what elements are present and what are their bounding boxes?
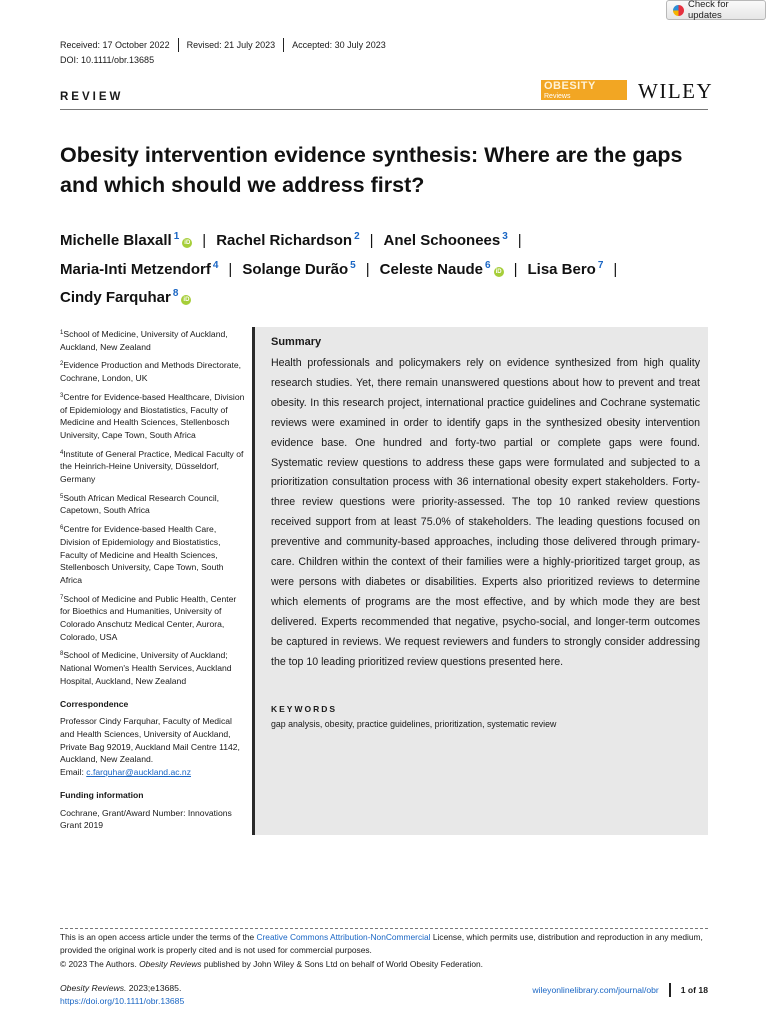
author-separator: | [369,232,374,249]
affiliations-column [60,327,246,837]
publisher-logo: WILEY [638,79,714,103]
affiliation-text: School of Medicine, University of Auckland, Auckland, New Zealand [60,329,228,352]
author-name: Lisa Bero [527,260,596,278]
funding-text: Cochrane, Grant/Award Number: Innovations Grant 2019 [60,807,232,831]
affiliation [60,390,246,442]
affiliation [60,648,246,687]
correspondence-text: Professor Cindy Farquhar, Faculty of Medical and Health Sciences, University of Auckland, Private Bag 92019, Auckland Mail Centre 1142, Auckland, New Zealand. [60,716,240,765]
author[interactable] [60,232,192,249]
affiliation-number: 4 [60,449,64,456]
received-date: Received: 17 October 2022 [60,40,170,50]
author-name: Solange Durão [242,260,349,278]
author[interactable] [60,289,191,306]
license-notice [60,931,710,971]
affiliation-text: Centre for Evidence-based Health Care, Division of Epidemiology and Biostatistics, Faculty of Medicine and Health Sciences, Stellenbosch University, Cape Town, South Africa [60,524,224,585]
author[interactable] [60,261,218,278]
affiliation-text: Institute of General Practice, Medical Faculty of the Heinrich-Heine University, Düsseldorf, Germany [60,448,244,485]
author-name: Rachel Richardson [216,232,353,249]
email-label: Email: [60,767,87,778]
affiliation-text: Centre for Evidence-based Healthcare, Division of Epidemiology and Biostatistics, Faculty of Medicine and Health Sciences, Stellenbosch University, Cape Town, South Africa [60,391,245,440]
author-affiliation-ref[interactable]: 6 [485,259,491,271]
affiliation-number: 1 [60,330,64,336]
copyright-pre: © 2023 The Authors. [60,958,140,969]
copyright-journal: Obesity Reviews [139,958,202,969]
doi: DOI: 10.1111/obr.13685 [60,55,155,65]
copyright-post: published by John Wiley & Sons Ltd on behalf of World Obesity Federation. [201,958,483,969]
orcid-icon[interactable]: iD [495,268,502,275]
author[interactable] [527,261,603,278]
author[interactable] [380,261,504,278]
affiliation-number: 5 [60,493,64,500]
affiliation-text: South African Medical Research Council, Capetown, South Africa [60,492,220,516]
footer-divider [60,928,708,929]
section-label: REVIEW [60,91,124,103]
author[interactable] [216,232,359,249]
crossmark-icon [673,5,684,16]
author-name: Celeste Naude [379,260,484,278]
license-link[interactable]: Creative Commons Attribution-NonCommercial [256,932,431,942]
email-link[interactable]: c.farquhar@auckland.ac.nz [86,767,192,778]
orcid-icon[interactable]: iD [183,297,190,303]
date-separator [178,38,179,52]
correspondence-heading: Correspondence [60,698,129,709]
author-separator: | [228,260,233,278]
footer-separator [669,983,671,997]
author-affiliation-ref[interactable]: 2 [354,231,360,242]
article-title: Obesity intervention evidence synthesis: Where are the gaps and which should we address first? [60,143,683,197]
article-dates [60,38,386,52]
author-affiliation-ref[interactable]: 5 [350,259,356,271]
affiliation-text: School of Medicine, University of Auckland; National Women's Health Services, Auckland Hospital, Auckland, New Zealand [60,650,232,686]
affiliation-text: School of Medicine and Public Health, Center for Bioethics and Humanities, University of Colorado Anschutz Medical Center, Aurora, Colorado, USA [60,593,237,642]
summary-heading: Summary [271,336,322,348]
license-post: License, which permits use, distribution and reproduction in any medium, provided the original work is properly cited and is not used for commercial purposes. [60,932,703,956]
affiliation-number: 8 [60,651,64,658]
journal-logo-sub: Reviews [544,93,571,100]
affiliation-number: 7 [60,594,64,601]
date-separator [283,38,284,52]
orcid-icon[interactable]: iD [184,240,191,246]
author-list [60,225,740,311]
author-affiliation-ref[interactable]: 3 [502,231,508,242]
author[interactable] [384,232,508,249]
page-footer-right [500,983,708,997]
affiliation [60,327,246,353]
affiliation [60,522,246,587]
correspondence [60,715,246,779]
affiliation [60,447,246,486]
author-affiliation-ref[interactable]: 1 [173,231,180,242]
check-for-updates-button[interactable] [666,0,766,20]
funding-heading: Funding information [60,789,144,800]
accepted-date: Accepted: 30 July 2023 [292,40,386,50]
affiliation-number: 6 [60,525,64,532]
author-separator: | [613,260,618,278]
header-divider [60,109,708,110]
affiliation [60,592,246,644]
affiliation [60,491,246,517]
keywords-text: gap analysis, obesity, practice guidelines, prioritization, systematic review [271,719,557,729]
author-affiliation-ref[interactable]: 4 [212,259,219,271]
affiliation [60,358,246,384]
author[interactable] [242,261,355,278]
author-name: Michelle Blaxall [60,232,172,249]
affiliation-number: 3 [60,392,64,399]
check-for-updates-label: Check for updates [687,0,729,21]
author-name: Cindy Farquhar [60,289,171,306]
citation-footer [60,982,184,1007]
author-separator: | [513,260,518,278]
author-affiliation-ref[interactable]: 7 [597,259,604,271]
author-separator: | [202,232,207,249]
keywords-heading: KEYWORDS [271,704,338,714]
journal-site-link[interactable]: wileyonlinelibrary.com/journal/obr [532,985,659,995]
journal-logo [541,80,627,100]
revised-date: Revised: 21 July 2023 [186,40,276,50]
journal-logo-name: OBESITY [544,80,596,92]
affiliation-text: Evidence Production and Methods Directorate, Cochrane, London, UK [60,360,242,384]
page-number: 1 of 18 [680,985,708,995]
footer-citation: 2023;e13685. [126,983,182,993]
doi-link[interactable]: https://doi.org/10.1111/obr.13685 [60,995,185,1006]
author-separator: | [365,260,370,278]
affiliation-number: 2 [60,361,64,368]
author-name: Anel Schoonees [383,232,501,249]
summary-body: Health professionals and policymakers rely on evidence synthesized from high quality research studies. Yet, there remain unanswered questions about how to prevent and treat obesity. In this research project, international practice guidelines and Cochrane systematic reviews were examined in order to identify gaps in the synthesized obesity intervention evidence base. One hundred and forty-two partial or complete gaps were found. Systematic review questions to address these gaps were formulated and subjected to a prioritization consultation process with 36 international obesity expert stakeholders. Forty-three review questions were priority-assessed. The top 10 ranked review questions received support from at least 75.0% of stakeholders. The leading questions focused on preventive and community-based approaches, including those delivered through primary-care. Children within the context of their families were a highly-prioritized target group, as were persons with diabetes or disabilities. Experts also prioritized reviews to determine which elements of programs are the most effective, and by which mode they are best delivered. Experts recommended that negative, psycho-social, and longer-term outcomes be captured in reviews. We request reviewers and funders to strongly consider addressing the top 10 leading prioritized review questions presented here. [271,357,700,668]
footer-journal: Obesity Reviews. [60,983,127,993]
author-separator: | [517,232,522,249]
author-affiliation-ref[interactable]: 8 [172,288,179,299]
license-pre: This is an open access article under the terms of the [60,932,257,942]
author-name: Maria-Inti Metzendorf [60,260,211,278]
